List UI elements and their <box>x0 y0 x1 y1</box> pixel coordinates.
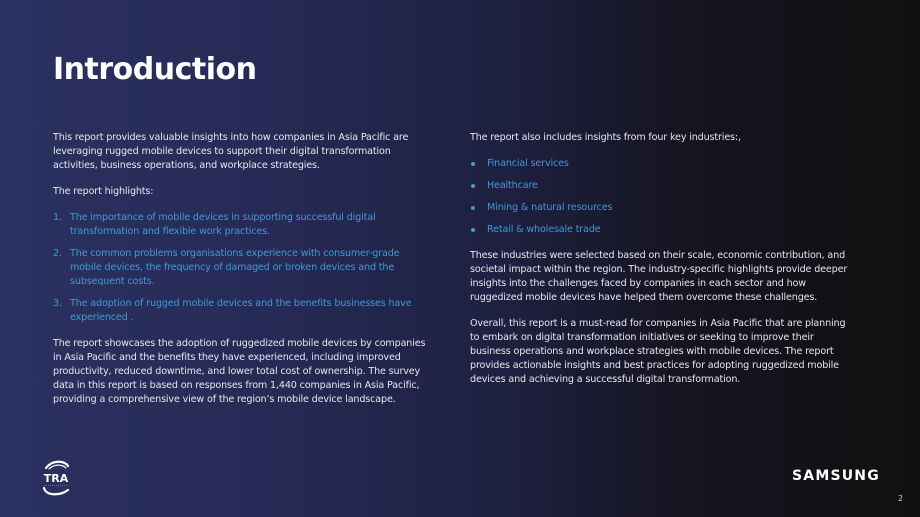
intro-paragraph: This report provides valuable insights into how companies in Asia Pacific are leveraging rugged mobile devices to support their digital transformation activities, business operations, and workplace strategies. <box>53 132 409 171</box>
industry-label: Retail & wholesale trade <box>487 224 601 235</box>
page-number: 2 <box>898 494 904 503</box>
highlight-item <box>53 297 433 325</box>
selection-paragraph: These industries were selected based on their scale, economic contribution, and societal impact within the region. The industry-specific highlights provide deeper insights into the challenges faced by companies in each sector and how ruggedized mobile devices have helped them overcome these challenges. <box>470 250 848 303</box>
showcase-paragraph: The report showcases the adoption of ruggedized mobile devices by companies in Asia Pacific and the benefits they have experienced, including improved productivity, reduced downtime, and lower total cost of ownership. The survey data in this report is based on responses from 1,440 companies in Asia Pacific, providing a comprehensive view of the region’s mobile device landscape. <box>53 338 426 405</box>
industries-heading: The report also includes insights from four key industries:, <box>470 132 741 143</box>
highlight-text: The common problems organisations experience with consumer-grade mobile devices, the frequency of damaged or broken devices and the subsequent costs. <box>70 248 400 287</box>
highlight-text: The importance of mobile devices in supporting successful digital transformation and flexible work practices. <box>70 212 376 237</box>
highlight-number: 2. <box>53 248 62 259</box>
overall-paragraph: Overall, this report is a must-read for companies in Asia Pacific that are planning to embark on digital transformation initiatives or seeking to improve their business operations and workplace strategies with mobile devices. The report provides actionable insights and best practices for adopting ruggedized mobile devices and achieving a successful digital transformation. <box>470 318 846 385</box>
industries-list <box>470 157 850 237</box>
highlight-text: The adoption of rugged mobile devices and the benefits businesses have experienced . <box>70 298 412 323</box>
page-title: Introduction <box>53 52 257 87</box>
industry-item <box>470 223 850 237</box>
highlight-item <box>53 247 433 289</box>
industry-label: Financial services <box>487 158 569 169</box>
tra-logo <box>38 458 74 498</box>
industry-item <box>470 179 850 193</box>
industry-label: Mining & natural resources <box>487 202 613 213</box>
samsung-logo: SAMSUNG <box>792 468 880 484</box>
highlight-item <box>53 211 433 239</box>
tra-logo-icon <box>38 458 74 498</box>
highlights-list <box>53 211 433 325</box>
highlights-heading: The report highlights: <box>53 186 154 197</box>
industry-item <box>470 157 850 171</box>
industry-label: Healthcare <box>487 180 538 191</box>
highlight-number: 3. <box>53 298 62 309</box>
bullet-icon <box>470 223 487 237</box>
bullet-icon <box>470 201 487 215</box>
industry-item <box>470 201 850 215</box>
left-column <box>53 131 433 419</box>
bullet-icon <box>470 157 487 171</box>
right-column <box>470 131 850 399</box>
bullet-icon <box>470 179 487 193</box>
svg-text:TRA: TRA <box>43 472 69 485</box>
highlight-number: 1. <box>53 212 62 223</box>
